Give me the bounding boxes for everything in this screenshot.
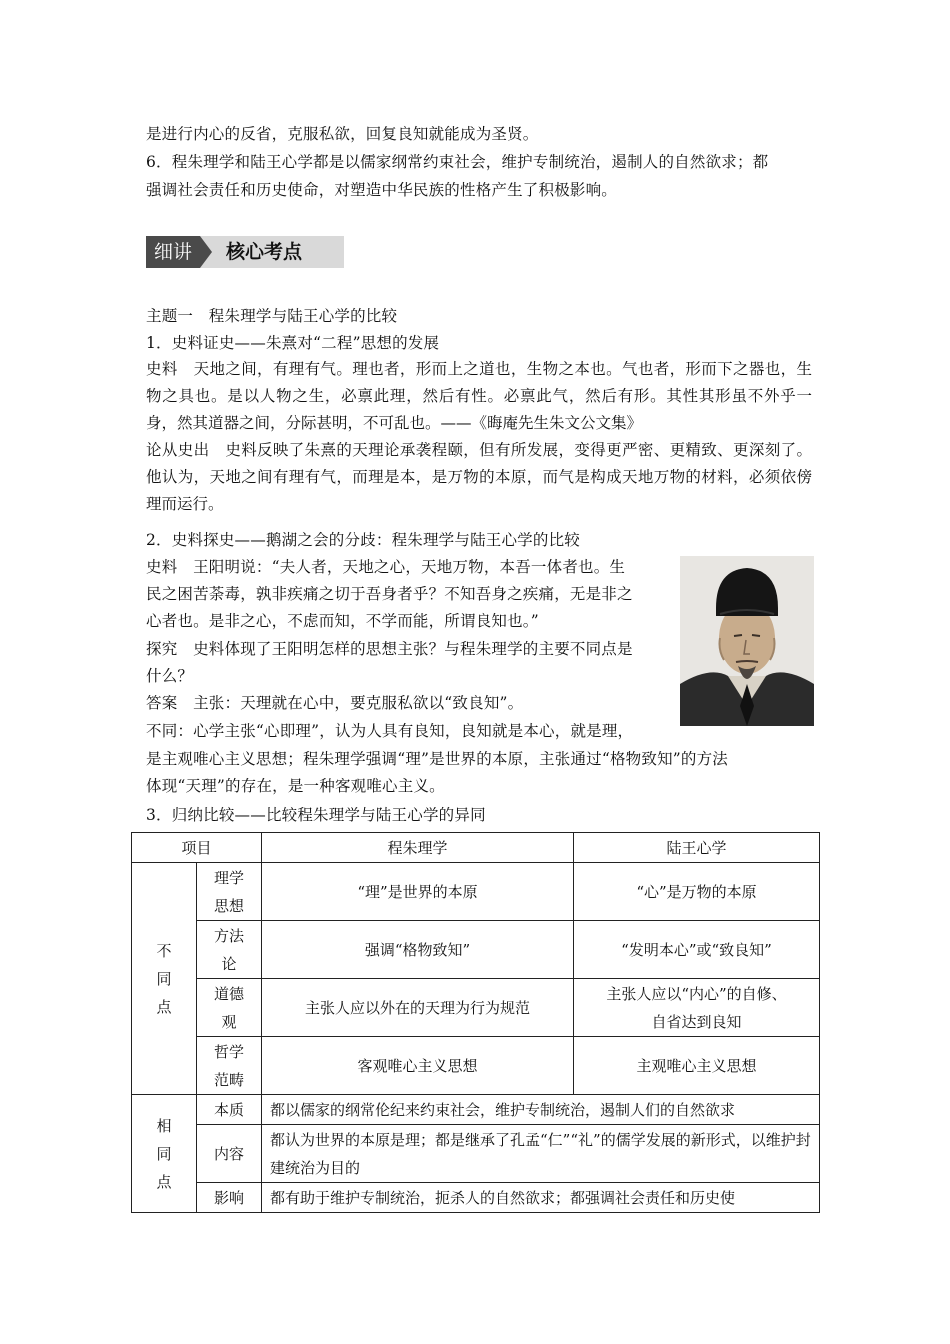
source-line: 心者也。是非之心，不虑而知，不学而能，所谓良知也。”: [146, 612, 539, 630]
conclusion-paragraph: 论从史出 史料反映了朱熹的天理论承袭程颐，但有所发展，变得更严密、更精致、更深刻了。他认为，天地之间有理有气，而理是本，是万物的本原，而气是构成天地万物的材料，必须依傍理而运行。: [146, 441, 812, 513]
header-cell-lu-wang: 陆王心学: [574, 833, 820, 863]
question-line: 探究 史料体现了王阳明怎样的思想主张？与程朱理学的主要不同点是: [146, 640, 633, 658]
wang-yangming-portrait: [680, 556, 814, 726]
table-row: [132, 1183, 820, 1213]
lu-wang-cell: “发明本心”或“致良知”: [574, 921, 820, 979]
section-heading: 1．史料证史——朱熹对“二程”思想的发展: [146, 334, 440, 352]
table-row: [132, 979, 820, 1037]
row-item-label: 内容: [197, 1125, 262, 1183]
table-row: [132, 1095, 820, 1125]
row-item-label: 理学 思想: [197, 863, 262, 921]
same-description-cell: 都认为世界的本原是理；都是继承了孔孟“仁”“礼”的儒学发展的新形式，以维护封建统治为目的: [262, 1125, 820, 1183]
cheng-zhu-cell: 强调“格物致知”: [262, 921, 574, 979]
theme-title: 主题一 程朱理学与陆王心学的比较: [146, 307, 398, 325]
header-cell-cheng-zhu: 程朱理学: [262, 833, 574, 863]
same-description-cell: 都有助于维护专制统治，扼杀人的自然欲求；都强调社会责任和历史使: [262, 1183, 820, 1213]
lu-wang-cell: 主观唯心主义思想: [574, 1037, 820, 1095]
table-header-row: [132, 833, 820, 863]
row-item-label: 本质: [197, 1095, 262, 1125]
section-banner: [146, 236, 344, 268]
text-line: 6．程朱理学和陆王心学都是以儒家纲常约束社会，维护专制统治，遏制人的自然欲求；都: [146, 153, 769, 171]
text-line: 是进行内心的反省，克服私欲，回复良知就能成为圣贤。: [146, 125, 539, 143]
lu-wang-cell: 主张人应以“内心”的自修、 自省达到良知: [574, 979, 820, 1037]
cheng-zhu-cell: 主张人应以外在的天理为行为规范: [262, 979, 574, 1037]
table-row: [132, 921, 820, 979]
banner-title: 核心考点: [226, 241, 303, 263]
cheng-zhu-cell: 客观唯心主义思想: [262, 1037, 574, 1095]
row-item-label: 影响: [197, 1183, 262, 1213]
answer-line: 答案 主张：天理就在心中，要克服私欲以“致良知”。: [146, 694, 524, 712]
diff-group-label: 不 同 点: [132, 863, 197, 1095]
row-item-label: 哲学 范畴: [197, 1037, 262, 1095]
same-group-label: 相 同 点: [132, 1095, 197, 1213]
question-line: 什么？: [146, 667, 194, 685]
banner-arrow-icon: [200, 236, 212, 268]
lu-wang-cell: “心”是万物的本原: [574, 863, 820, 921]
source-line: 史料 王阳明说：“夫人者，天地之心，天地万物，本吾一体者也。生: [146, 558, 626, 576]
source-paragraph: 史料 天地之间，有理有气。理也者，形而上之道也，生物之本也。气也者，形而下之器也，生物之具也。是以人物之生，必禀此理，然后有性。必禀此气，然后有形。其性其形虽不外乎一身，然其道器之间，分际甚明，不可乱也。——《晦庵先生朱文公文集》: [146, 360, 812, 432]
section-heading: 3．归纳比较——比较程朱理学与陆王心学的异同: [146, 806, 486, 824]
difference-line: 体现“天理”的存在，是一种客观唯心主义。: [146, 777, 445, 795]
banner-tag: 细讲: [146, 236, 200, 268]
row-item-label: 道德 观: [197, 979, 262, 1037]
comparison-table: [131, 832, 820, 1213]
source-line: 民之困苦荼毒，孰非疾痛之切于吾身者乎？不知吾身之疾痛，无是非之: [146, 585, 633, 603]
row-item-label: 方法 论: [197, 921, 262, 979]
difference-line: 是主观唯心主义思想；程朱理学强调“理”是世界的本原，主张通过“格物致知”的方法: [146, 750, 728, 768]
difference-line: 不同：心学主张“心即理”，认为人具有良知，良知就是本心，就是理，: [146, 722, 634, 740]
same-description-cell: 都以儒家的纲常伦纪来约束社会，维护专制统治，遏制人们的自然欲求: [262, 1095, 820, 1125]
text-line: 强调社会责任和历史使命，对塑造中华民族的性格产生了积极影响。: [146, 181, 618, 199]
table-row: [132, 863, 820, 921]
cheng-zhu-cell: “理”是世界的本原: [262, 863, 574, 921]
section-heading: 2．史料探史——鹅湖之会的分歧：程朱理学与陆王心学的比较: [146, 531, 580, 549]
header-cell-item: 项目: [132, 833, 262, 863]
table-row: [132, 1125, 820, 1183]
table-row: [132, 1037, 820, 1095]
